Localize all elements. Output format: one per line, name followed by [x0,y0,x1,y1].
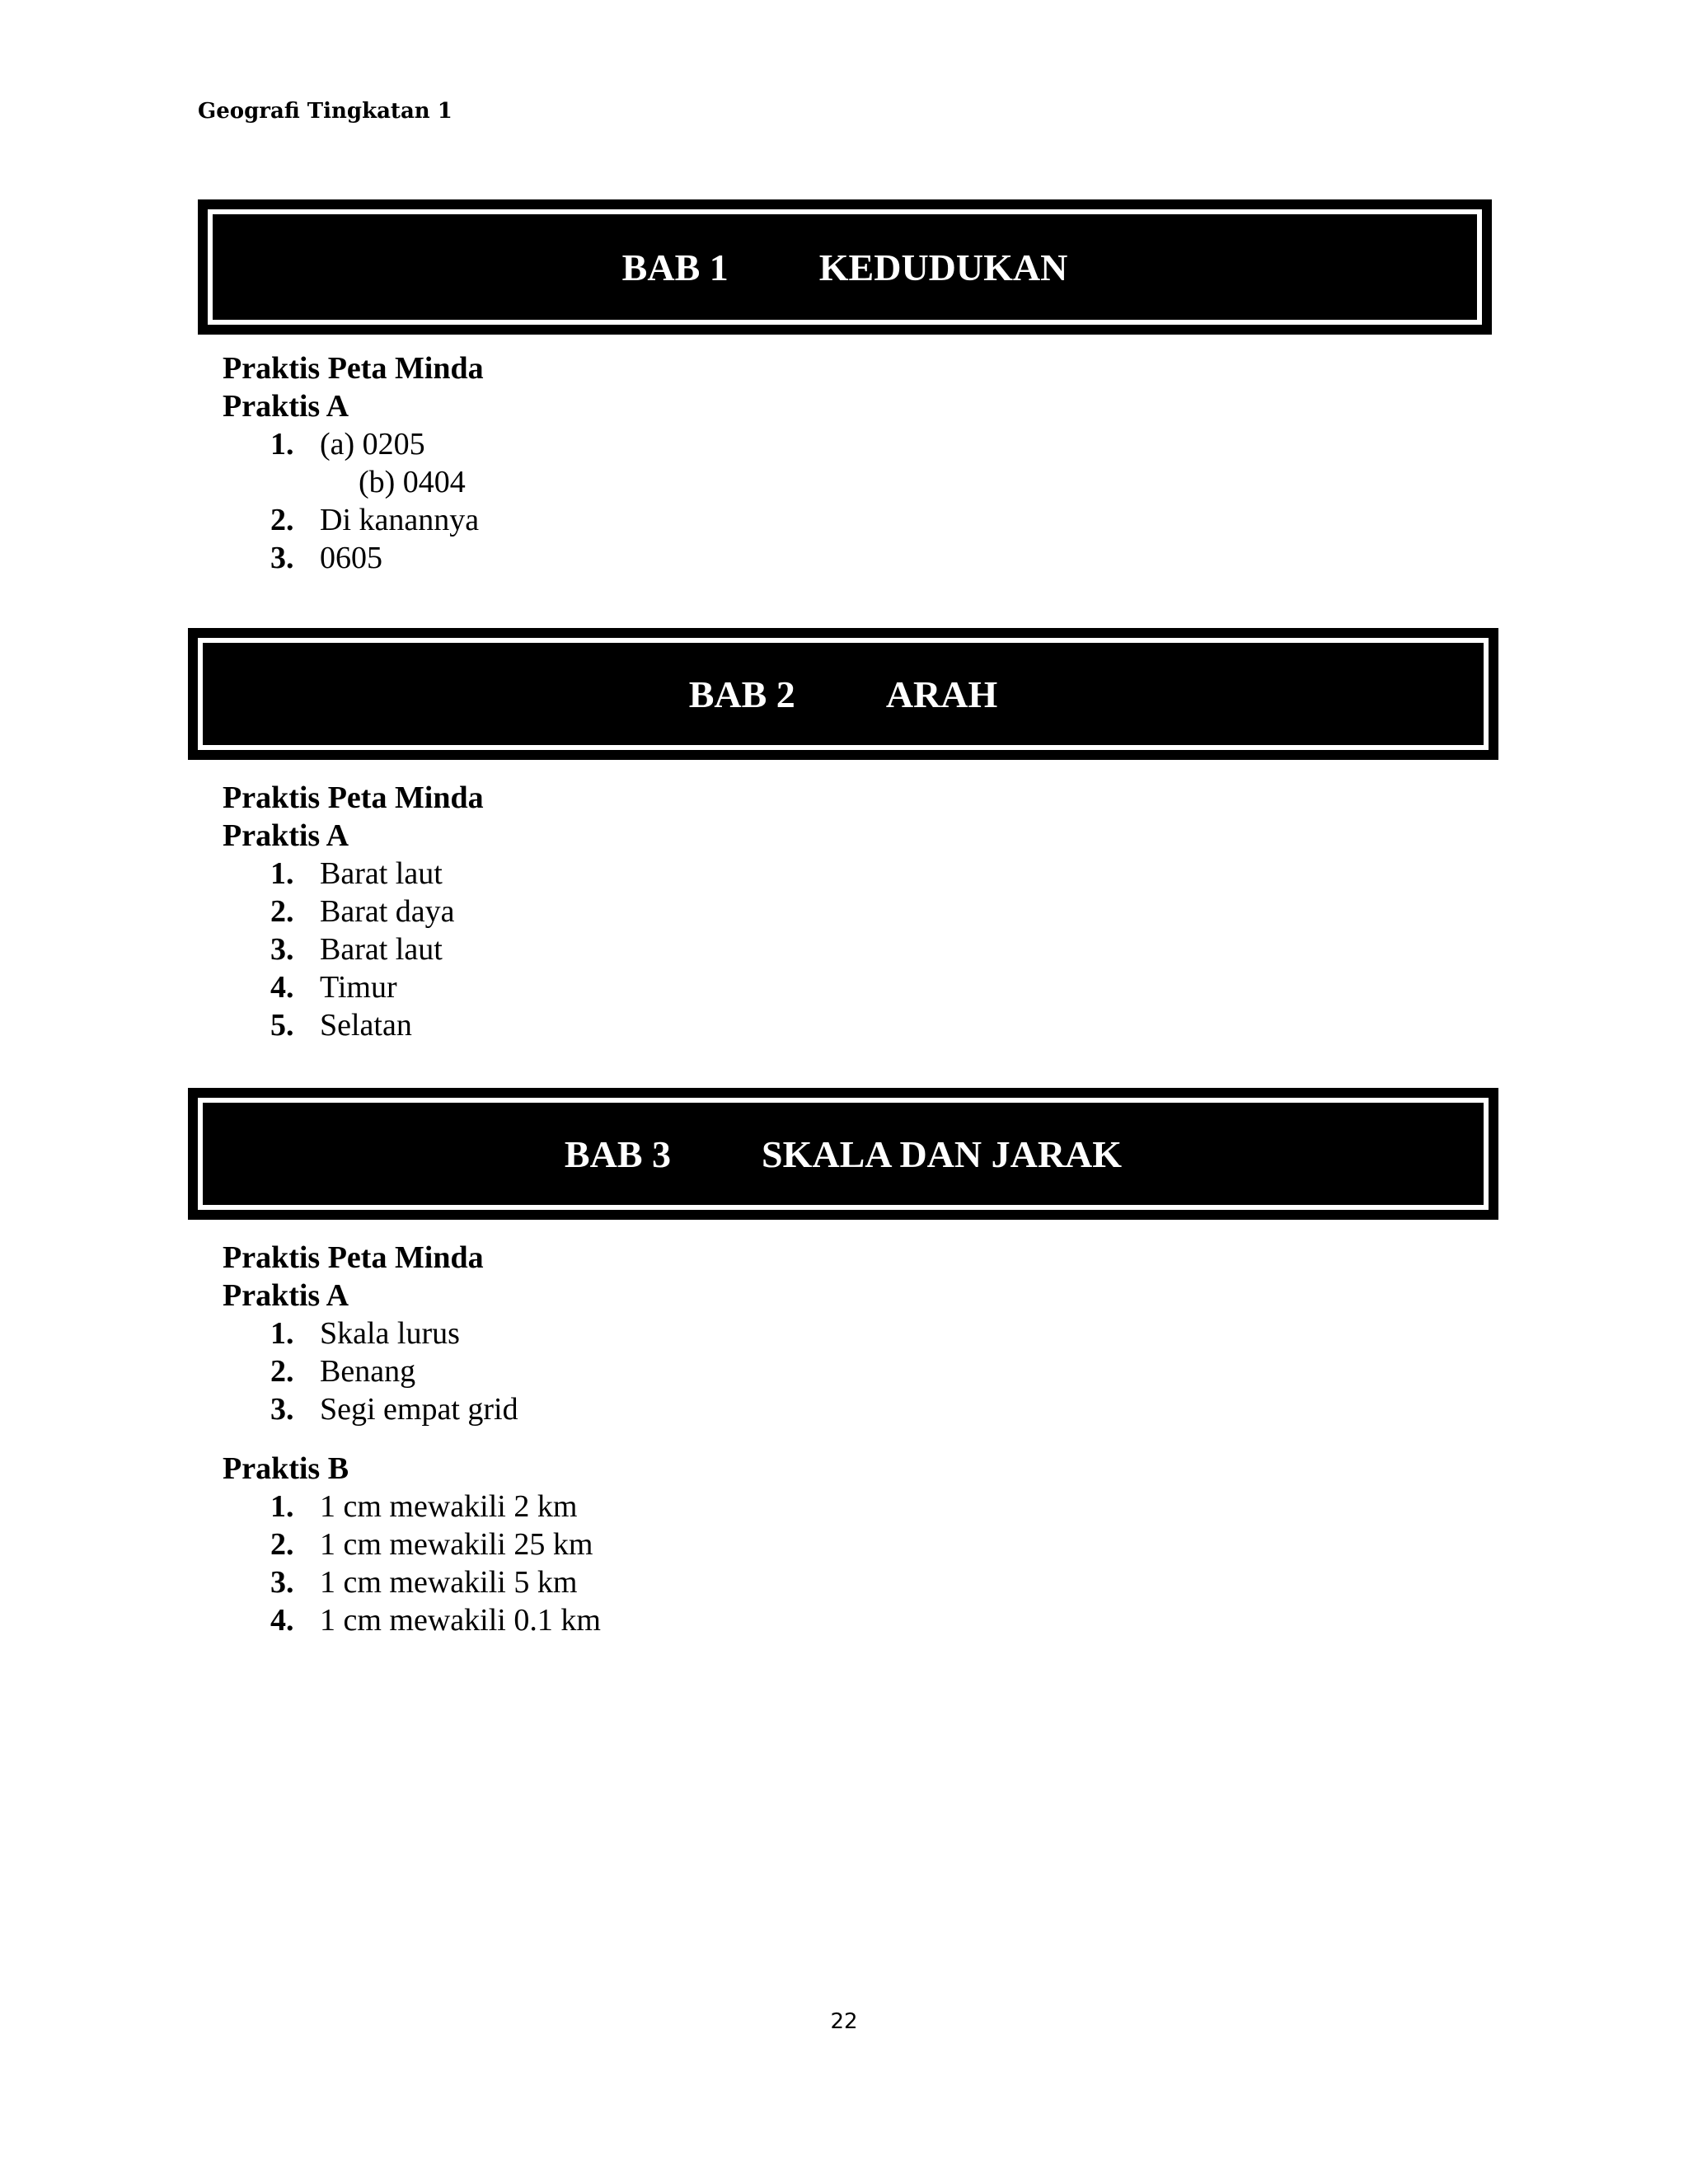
list-item [223,1526,601,1563]
chapter-number: BAB 2 [688,673,795,715]
item-number: 3. [270,932,294,967]
chapter-title: KEDUDUKAN [818,246,1068,288]
item-text: Barat laut [320,856,443,891]
item-number: 3. [270,541,294,575]
item-text: Barat daya [320,894,455,929]
list-item [223,1315,601,1352]
list-item [223,539,484,577]
chapter-3-answers [223,1239,601,1639]
list-item [223,425,484,463]
item-text: 1 cm mewakili 2 km [320,1489,578,1524]
item-number: 1. [270,1316,294,1351]
list-item [223,1006,484,1044]
item-text: Skala lurus [320,1316,460,1351]
chapter-title: SKALA DAN JARAK [762,1132,1123,1175]
list-item [223,463,484,501]
item-text: 1 cm mewakili 0.1 km [320,1603,601,1638]
item-text: 1 cm mewakili 5 km [320,1565,578,1600]
item-number: 2. [270,894,294,929]
list-item [223,1563,601,1601]
banner-text [188,628,1498,760]
item-number: 1. [270,427,294,462]
section-subheading: Praktis A [223,1278,349,1313]
item-number: 2. [270,1527,294,1562]
chapter-banner-3 [188,1088,1498,1220]
list-item [223,968,484,1006]
item-number: 4. [270,970,294,1005]
section-heading: Praktis Peta Minda [223,351,484,386]
chapter-banner-1 [198,199,1492,335]
list-item [223,501,484,539]
list-item [223,1488,601,1526]
item-number: 2. [270,1354,294,1389]
chapter-title: ARAH [885,673,998,715]
section-subheading: Praktis A [223,818,349,853]
item-number: 1. [270,1489,294,1524]
item-number: 2. [270,503,294,537]
list-item [223,1601,601,1639]
banner-text [198,199,1492,335]
chapter-number: BAB 3 [564,1132,672,1175]
item-text: 0605 [320,541,382,575]
chapter-1-answers [223,349,484,577]
item-text: Selatan [320,1008,412,1043]
list-item [223,893,484,930]
item-number: 4. [270,1603,294,1638]
list-item [223,1390,601,1428]
item-text: 1 cm mewakili 25 km [320,1527,593,1562]
running-header: Geografi Tingkatan 1 [198,99,452,124]
section-heading: Praktis Peta Minda [223,780,484,815]
item-text: (a) 0205 [320,427,425,462]
section-subheading: Praktis A [223,389,349,424]
list-item [223,1352,601,1390]
chapter-2-answers [223,779,484,1044]
item-text: (b) 0404 [359,465,466,499]
banner-text [188,1088,1498,1220]
item-text: Barat laut [320,932,443,967]
list-item [223,855,484,893]
item-text: Di kanannya [320,503,480,537]
item-text: Timur [320,970,397,1005]
page-number: 22 [830,2009,858,2034]
item-number: 3. [270,1392,294,1427]
item-number: 1. [270,856,294,891]
item-text: Benang [320,1354,416,1389]
item-number: 3. [270,1565,294,1600]
item-text: Segi empat grid [320,1392,518,1427]
spacer [223,1428,601,1450]
section-subheading: Praktis B [223,1451,349,1486]
chapter-number: BAB 1 [621,246,729,288]
section-heading: Praktis Peta Minda [223,1240,484,1275]
item-number: 5. [270,1008,294,1043]
list-item [223,930,484,968]
chapter-banner-2 [188,628,1498,760]
